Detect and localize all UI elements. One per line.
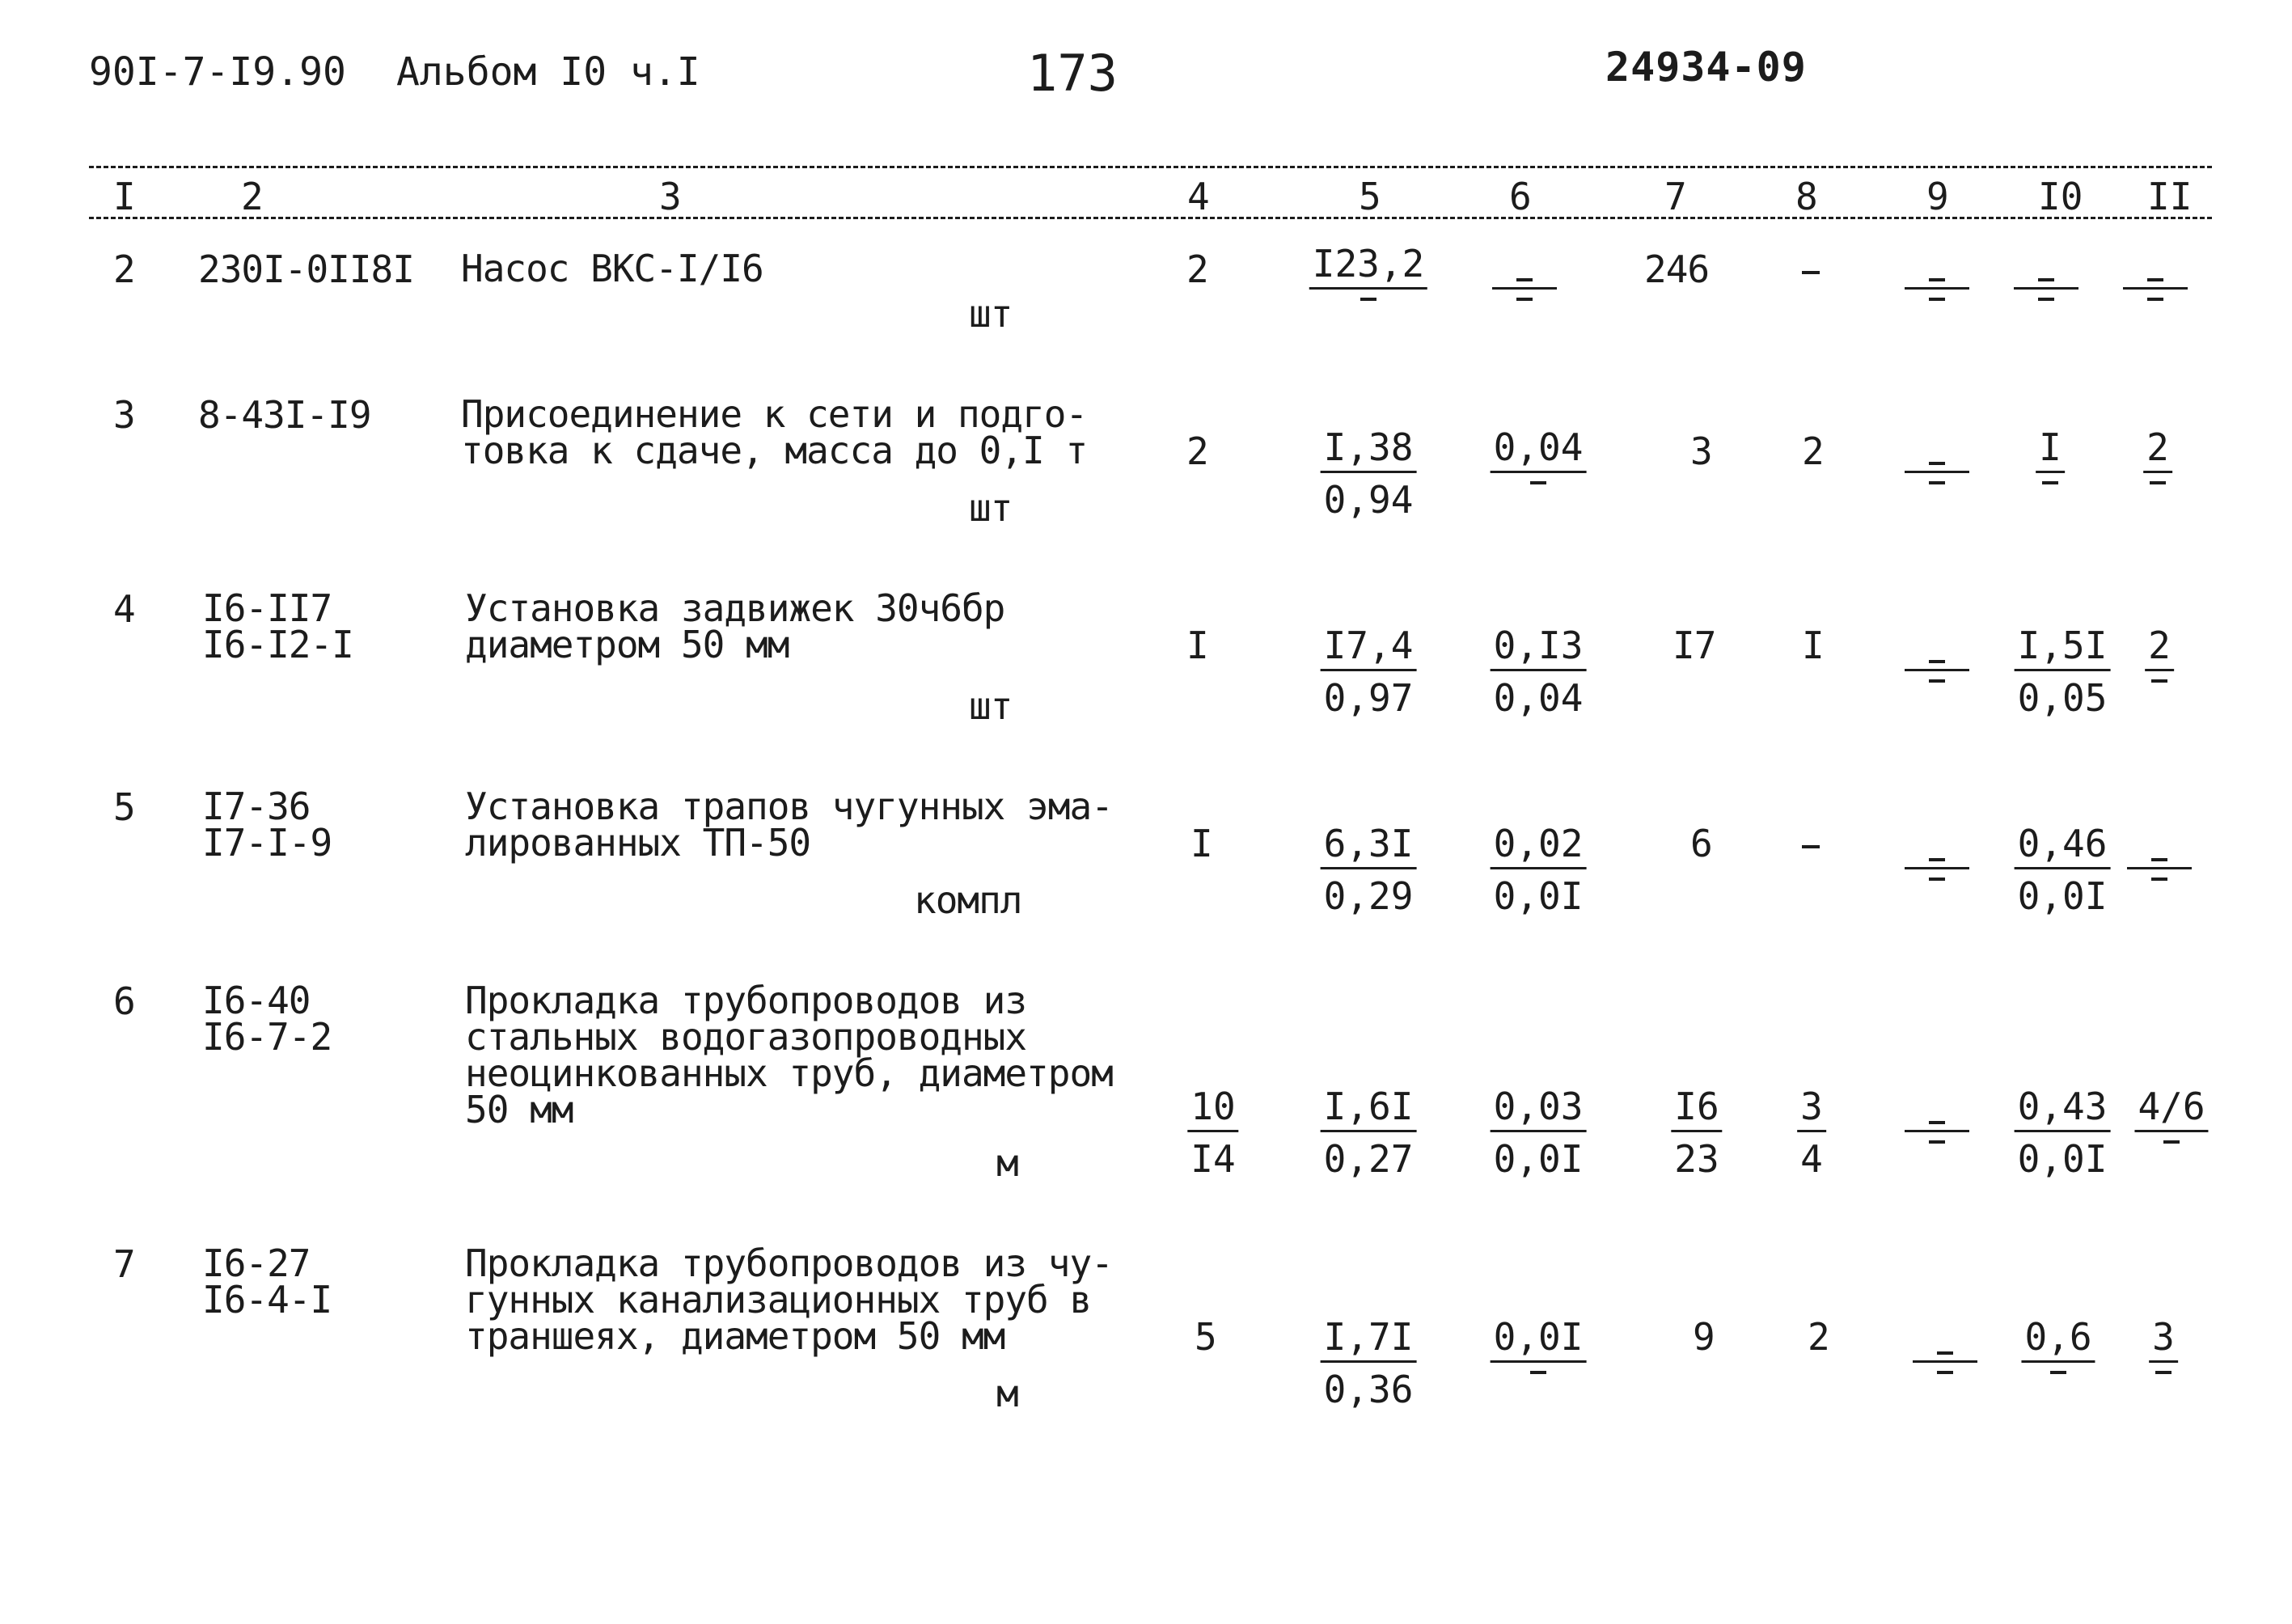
- col8-value: 2: [1802, 429, 1824, 473]
- col7-value: I7: [1672, 624, 1716, 667]
- unit-label: м: [996, 1141, 1018, 1185]
- row-number: 5: [113, 785, 135, 829]
- unit-label: шт: [969, 292, 1013, 336]
- row-number: 4: [113, 587, 135, 631]
- estimate-code: 8-43I-I9: [198, 393, 371, 437]
- col7-value: 9: [1693, 1315, 1715, 1359]
- col-header-11: II: [2147, 175, 2193, 218]
- album-label: Альбом I0 ч.I: [396, 49, 700, 95]
- col7-value: 3: [1690, 429, 1712, 473]
- unit-label: компл: [914, 878, 1022, 922]
- col-header-8: 8: [1795, 175, 1818, 218]
- quantity: I: [1186, 624, 1208, 667]
- col-header-1: I: [113, 175, 136, 218]
- header-top-rule: [89, 166, 2212, 168]
- work-description: Прокладка трубопроводов из стальных водогазопроводных неоцинкованных труб, диаметром 50 мм: [465, 979, 1113, 1131]
- unit-label: шт: [969, 684, 1013, 728]
- work-description: Прокладка трубопроводов из чу- гунных канализационных труб в траншеях, диаметром 50 мм: [465, 1241, 1113, 1358]
- col8-dash: [1802, 271, 1820, 274]
- col-header-10: I0: [2038, 175, 2083, 218]
- estimate-code: I7-36 I7-I-9: [202, 785, 332, 865]
- col8-dash: [1802, 845, 1820, 848]
- archive-number: 24934-09: [1605, 44, 1807, 91]
- col8-value: I: [1802, 624, 1824, 667]
- quantity: I: [1190, 822, 1212, 865]
- col-header-5: 5: [1359, 175, 1381, 218]
- row-number: 7: [113, 1242, 135, 1286]
- col-header-2: 2: [241, 175, 264, 218]
- row-number: 3: [113, 393, 135, 437]
- col7-value: 246: [1644, 247, 1710, 291]
- col8-value: 2: [1808, 1315, 1829, 1359]
- estimate-code: I6-40 I6-7-2: [202, 979, 332, 1059]
- unit-label: шт: [969, 486, 1013, 530]
- estimate-code: I6-II7 I6-I2-I: [202, 586, 353, 666]
- page-number: 173: [1027, 44, 1118, 103]
- row-number: 6: [113, 979, 135, 1023]
- quantity: 2: [1186, 247, 1208, 291]
- quantity: 5: [1195, 1315, 1216, 1359]
- col7-value: 6: [1690, 822, 1712, 865]
- header-bottom-rule: [89, 217, 2212, 219]
- col-header-9: 9: [1926, 175, 1949, 218]
- col-header-7: 7: [1664, 175, 1687, 218]
- estimate-code: 230I-0II8I: [198, 247, 414, 291]
- document-code: 90I-7-I9.90: [89, 49, 346, 95]
- col-header-3: 3: [659, 175, 682, 218]
- quantity: 2: [1186, 429, 1208, 473]
- work-description: Присоединение к сети и подго- товка к сдаче, масса до 0,I т: [461, 392, 1088, 472]
- unit-label: м: [996, 1372, 1018, 1415]
- col-header-4: 4: [1187, 175, 1210, 218]
- row-number: 2: [113, 247, 135, 291]
- col-header-6: 6: [1509, 175, 1532, 218]
- work-description: Установка задвижек 30ч6бр диаметром 50 мм: [465, 586, 1005, 666]
- work-description: Насос ВКС-I/I6: [461, 247, 763, 290]
- work-description: Установка трапов чугунных эма- лированных ТП-50: [465, 785, 1113, 865]
- estimate-code: I6-27 I6-4-I: [202, 1241, 332, 1322]
